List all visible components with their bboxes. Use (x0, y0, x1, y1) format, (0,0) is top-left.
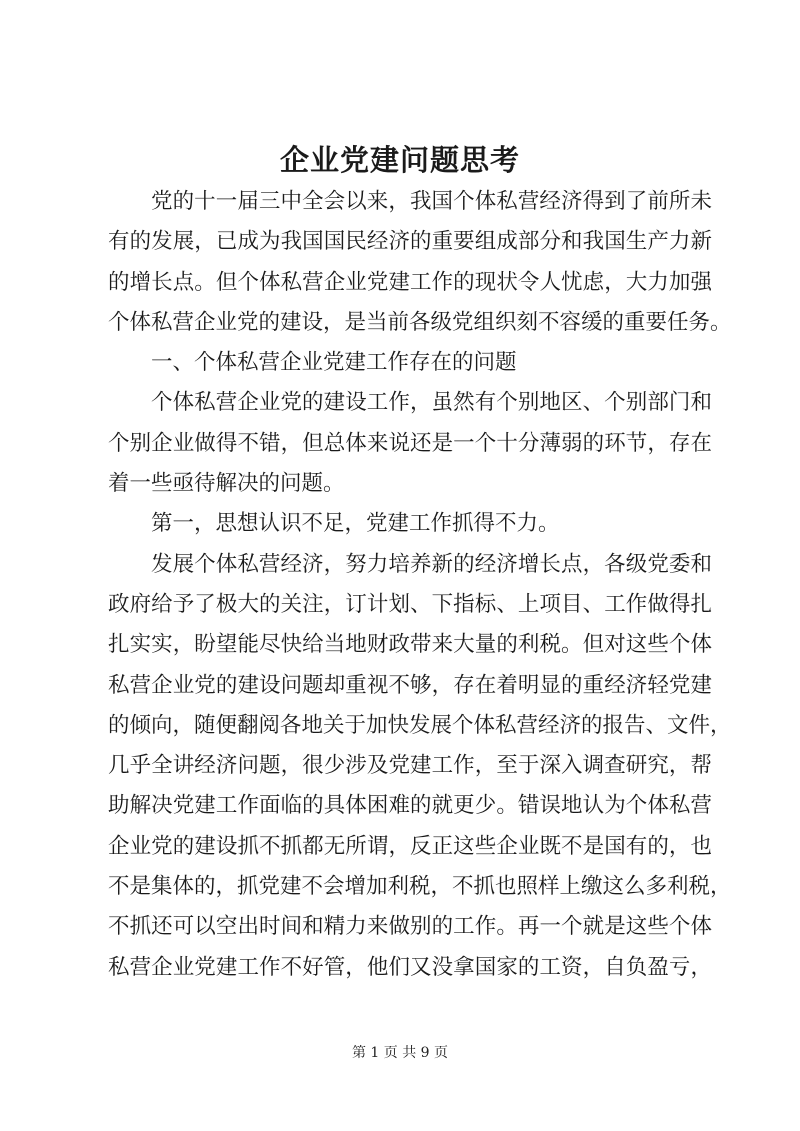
paragraph-line: 有的发展，已成为我国国民经济的重要组成部分和我国生产力新 (108, 229, 712, 255)
paragraph-line: 个体私营企业党的建设工作，虽然有个别地区、个别部门和 (151, 390, 712, 416)
paragraph-line: 政府给予了极大的关注，订计划、下指标、上项目、工作做得扎 (108, 591, 712, 617)
paragraph-line: 私营企业党建工作不好管，他们又没拿国家的工资，自负盈亏， (108, 954, 712, 980)
paragraph-line: 着一些亟待解决的问题。 (108, 471, 345, 497)
paragraph-line: 企业党的建设抓不抓都无所谓，反正这些企业既不是国有的，也 (108, 833, 712, 859)
paragraph-line: 不是集体的，抓党建不会增加利税，不抓也照样上缴这么多利税， (108, 874, 732, 900)
section-heading: 一、个体私营企业党建工作存在的问题 (151, 350, 517, 376)
document-body (108, 182, 732, 988)
paragraph-line: 不抓还可以空出时间和精力来做别的工作。再一个就是这些个体 (108, 914, 712, 940)
document-title: 企业党建问题思考 (279, 143, 520, 177)
paragraph-line: 的倾向，随便翻阅各地关于加快发展个体私营经济的报告、文件， (108, 712, 732, 738)
paragraph-line: 的增长点。但个体私营企业党建工作的现状令人忧虑，大力加强 (108, 269, 712, 295)
paragraph-line: 几乎全讲经济问题，很少涉及党建工作，至于深入调查研究，帮 (108, 753, 712, 779)
page-footer: 第 1 页 共 9 页 (351, 1045, 449, 1061)
paragraph-line: 发展个体私营经济，努力培养新的经济增长点，各级党委和 (151, 551, 712, 577)
paragraph-line: 扎实实，盼望能尽快给当地财政带来大量的利税。但对这些个体 (108, 632, 712, 658)
paragraph-line: 个体私营企业党的建设，是当前各级党组织刻不容缓的重要任务。 (108, 309, 732, 335)
paragraph-line: 私营企业党的建设问题却重视不够，存在着明显的重经济轻党建 (108, 672, 712, 698)
subsection-heading: 第一，思想认识不足，党建工作抓得不力。 (151, 511, 560, 537)
paragraph-line: 助解决党建工作面临的具体困难的就更少。错误地认为个体私营 (108, 793, 712, 819)
paragraph-line: 党的十一届三中全会以来，我国个体私营经济得到了前所未 (151, 189, 712, 214)
paragraph-line: 个别企业做得不错，但总体来说还是一个十分薄弱的环节，存在 (108, 430, 712, 456)
